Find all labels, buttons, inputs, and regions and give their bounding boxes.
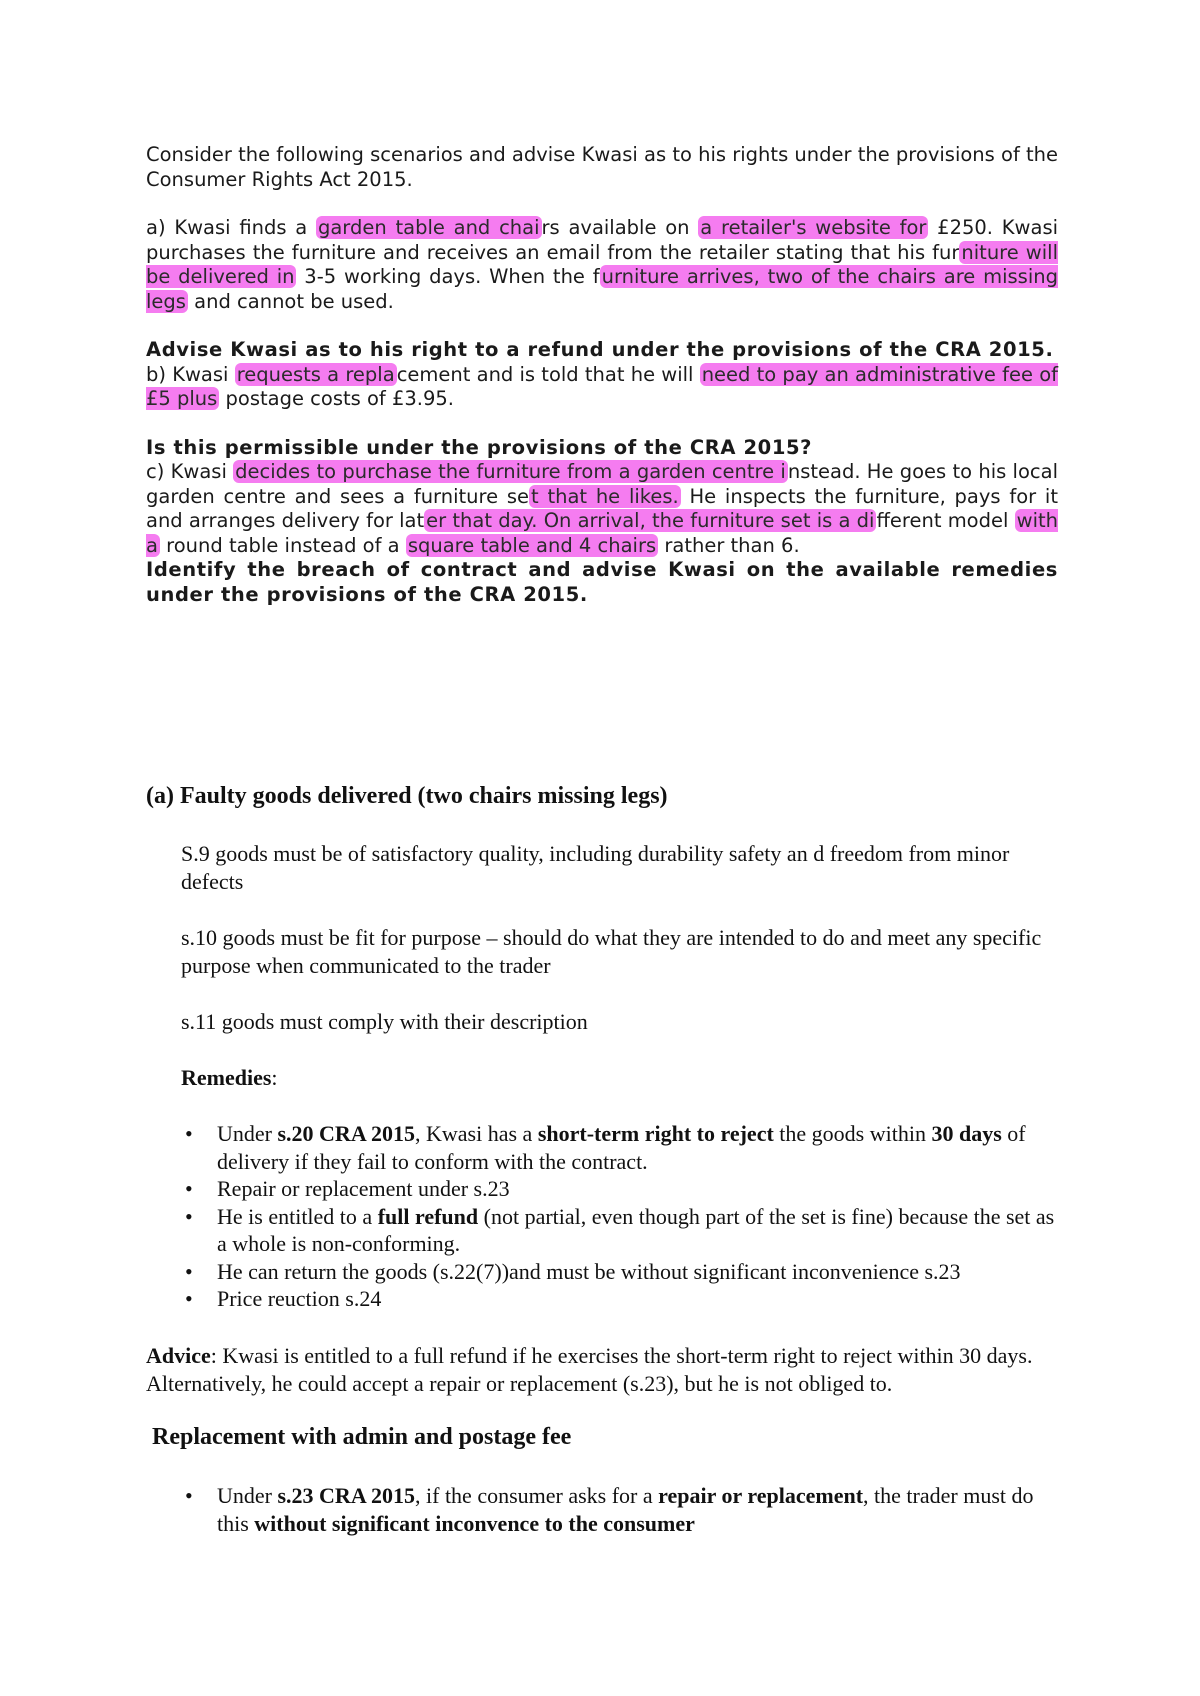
highlight: urniture arrives, two of the chairs are missing legs bbox=[146, 265, 1058, 313]
highlight: need to pay an administrative fee of £5 plus bbox=[146, 362, 1059, 410]
advice-paragraph: Advice: Kwasi is entitled to a full refund if he exercises the short-term right to reject within 30 days. Alternatively, he could accept a repair or replacement (s.23), but he is not obliged to. bbox=[146, 1343, 1033, 1396]
highlight: requests a repla bbox=[236, 362, 395, 386]
scenario-b: b) Kwasi requests a repla cement and is told that he will need to pay an administrative fee of £5 plus postage costs of £3.95. bbox=[146, 362, 1059, 410]
remedies-label: Remedies: bbox=[181, 1065, 278, 1090]
heading-replacement-fee: Replacement with admin and postage fee bbox=[152, 1424, 572, 1450]
scenario-a-task: Advise Kwasi as to his right to a refund under the provisions of the CRA 2015. bbox=[146, 338, 1054, 361]
s11-paragraph: s.11 goods must comply with their description bbox=[181, 1009, 588, 1034]
list-item: • Repair or replacement under s.23 bbox=[185, 1176, 510, 1201]
scenario-a: a) Kwasi finds a garden table and chai rs available on a retailer's website for £250. Kwasi purchases the furniture and receives an email from the retailer stating that his fur niture will be delivered in 3-5 working days. When the f urniture arrives, two of the chairs are missing legs and cannot be used. bbox=[146, 216, 1059, 313]
list-item: • He can return the goods (s.22(7))and must be without significant inconvenience s.23 bbox=[185, 1258, 961, 1284]
remedies-list bbox=[181, 1120, 1061, 1313]
list-item: • Price reuction s.24 bbox=[185, 1286, 382, 1311]
question-intro: Consider the following scenarios and advise Kwasi as to his rights under the provisions of the Consumer Rights Act 2015. bbox=[146, 143, 1059, 191]
scenario-c-task: Identify the breach of contract and advise Kwasi on the available remedies under the provisions of the CRA 2015. bbox=[146, 558, 1058, 606]
highlight: with a bbox=[146, 509, 1058, 557]
list-item: • Under s.20 CRA 2015, Kwasi has a short-term right to reject the goods within 30 days of delivery if they fail to conform with the contract. bbox=[185, 1121, 1026, 1174]
highlight: garden table and chai bbox=[317, 216, 540, 239]
list-item: • Under s.23 CRA 2015, if the consumer asks for a repair or replacement, the trader must do this without significant inconvence to the consumer bbox=[185, 1483, 1034, 1536]
list-item: • He is entitled to a full refund (not partial, even though part of the set is fine) because the set as a whole is non-conforming. bbox=[185, 1203, 1055, 1256]
heading-faulty-goods: (a) Faulty goods delivered (two chairs missing legs) bbox=[146, 783, 668, 809]
s9-paragraph: S.9 goods must be of satisfactory quality, including durability safety an d freedom from minor defects bbox=[181, 841, 1010, 894]
replacement-list bbox=[181, 1482, 1061, 1537]
highlight: niture will be delivered in bbox=[146, 240, 1058, 288]
highlight: square table and 4 chairs bbox=[407, 533, 657, 557]
highlight: a retailer's website for bbox=[700, 216, 927, 239]
s10-paragraph: s.10 goods must be fit for purpose – should do what they are intended to do and meet any specific purpose when communicated to the trader bbox=[181, 925, 1042, 978]
highlight: t that he likes. bbox=[531, 484, 679, 508]
scenario-b-task: Is this permissible under the provisions of the CRA 2015? bbox=[146, 435, 813, 459]
question-section bbox=[146, 143, 1058, 607]
scenario-c: c) Kwasi decides to purchase the furniture from a garden centre i nstead. He goes to his local garden centre and sees a furniture se t that he likes. He inspects the furniture, pays for it and arranges delivery for lat er that day. On arrival, the furniture set is a di fferent model with a round table instead of a square table and 4 chairs rather than 6. bbox=[146, 460, 1058, 557]
highlight: er that day. On arrival, the furniture set is a di bbox=[426, 509, 875, 532]
highlight: decides to purchase the furniture from a garden centre i bbox=[235, 460, 786, 483]
